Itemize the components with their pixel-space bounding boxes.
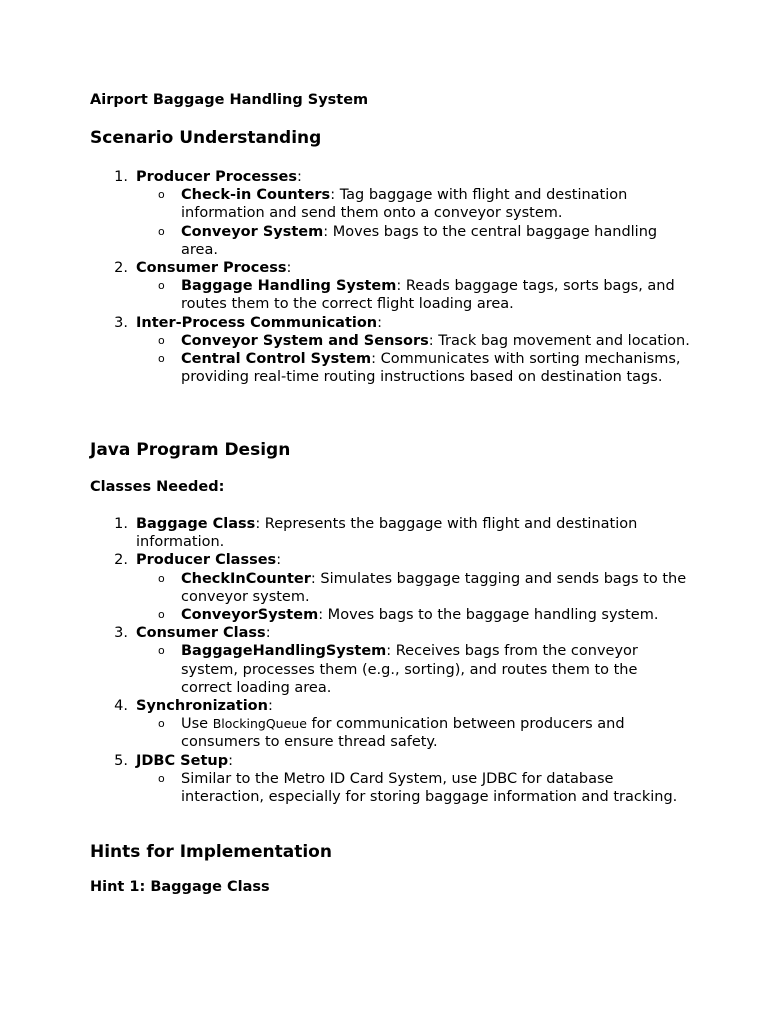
bullet-icon: o bbox=[158, 771, 165, 785]
item-label: JDBC Setup bbox=[136, 752, 229, 769]
item-label: Baggage Class bbox=[136, 516, 256, 532]
bullet-icon: o bbox=[158, 352, 165, 366]
sub-list-item: o CheckInCounter: Simulates baggage tagging and sends bags to the conveyor system. bbox=[158, 570, 687, 605]
bullet-icon: o bbox=[158, 224, 165, 238]
code-inline: BlockingQueue bbox=[212, 716, 307, 732]
sub-list-item: o Conveyor System: Moves bags to the central baggage handling area. bbox=[158, 223, 658, 258]
sub-item-label: Conveyor System and Sensors bbox=[181, 332, 429, 349]
bullet-icon: o bbox=[158, 644, 165, 658]
sub-list-item: o Baggage Handling System: Reads baggage tags, sorts bags, and routes them to the correct flight loading area. bbox=[158, 278, 675, 313]
hints-heading: Hints for Implementation bbox=[90, 842, 332, 862]
design-list bbox=[90, 515, 690, 806]
sub-item-label: Check-in Counters bbox=[181, 187, 331, 204]
design-heading: Java Program Design bbox=[90, 440, 291, 460]
list-item: 5. JDBC Setup: o Similar to the Metro ID Card System, use JDBC for database interaction, especially for storing baggage information and tracking. bbox=[90, 752, 690, 807]
item-label: Inter-Process Communication bbox=[136, 314, 378, 331]
sub-item-label: Central Control System bbox=[181, 351, 372, 368]
hint-1-heading: Hint 1: Baggage Class bbox=[90, 879, 270, 895]
list-item: 3. Inter-Process Communication: o Conveyor System and Sensors: Track bag movement and location. o Central Control System: Communicates with sorting mechanisms, providing real-time routing instructions based on destination tags. bbox=[114, 314, 690, 386]
bullet-icon: o bbox=[158, 717, 165, 731]
sub-item-label: ConveyorSystem bbox=[181, 607, 319, 624]
classes-heading: Classes Needed: bbox=[90, 479, 225, 495]
sub-list-item: o Check-in Counters: Tag baggage with flight and destination information and send them onto a conveyor system. bbox=[158, 187, 628, 222]
item-label: Synchronization bbox=[136, 698, 268, 715]
item-label: Consumer Class bbox=[136, 625, 266, 642]
sub-item-label: Baggage Handling System bbox=[181, 278, 397, 295]
sub-list-item: o Conveyor System and Sensors: Track bag movement and location. bbox=[158, 332, 690, 349]
bullet-icon: o bbox=[158, 188, 165, 202]
sub-item-label: BaggageHandlingSystem bbox=[181, 643, 387, 660]
sub-item-label: Conveyor System bbox=[181, 223, 324, 240]
document-title: Airport Baggage Handling System bbox=[90, 92, 369, 108]
scenario-heading: Scenario Understanding bbox=[90, 128, 322, 148]
sub-list-item: o ConveyorSystem: Moves bags to the baggage handling system. bbox=[158, 607, 659, 624]
item-label: Consumer Process bbox=[136, 260, 287, 277]
bullet-icon: o bbox=[158, 333, 165, 347]
sub-list-item: o Use BlockingQueue for communication between producers and consumers to ensure thread safety. bbox=[158, 716, 625, 751]
bullet-icon: o bbox=[158, 608, 165, 622]
list-item: 4. Synchronization: o Use BlockingQueue for communication between producers and consumers to ensure thread safety. bbox=[90, 697, 690, 752]
item-label: Producer Processes bbox=[136, 169, 297, 185]
bullet-icon: o bbox=[158, 279, 165, 293]
item-label: Producer Classes bbox=[136, 552, 277, 569]
bullet-icon: o bbox=[158, 571, 165, 585]
list-item: 2. Consumer Process: o Baggage Handling System: Reads baggage tags, sorts bags, and routes them to the correct flight loading area. bbox=[90, 259, 690, 314]
list-item: 1. Baggage Class: Represents the baggage with flight and destination information. bbox=[114, 516, 638, 551]
list-item: 2. Producer Classes: o CheckInCounter: Simulates baggage tagging and sends bags to the conveyor system. o ConveyorSystem: Moves bags to the baggage handling system. bbox=[90, 551, 690, 624]
sub-list-item: o Central Control System: Communicates with sorting mechanisms, providing real-time routing instructions based on destination tags. bbox=[158, 351, 681, 386]
sub-list-item: o Similar to the Metro ID Card System, use JDBC for database interaction, especially for storing baggage information and tracking. bbox=[158, 770, 678, 806]
list-item: 1. Producer Processes: o Check-in Counters: Tag baggage with flight and destination information and send them onto a conveyor system. o Conveyor System: Moves bags to the central baggage handling area. bbox=[90, 168, 690, 259]
sub-item-label: CheckInCounter bbox=[181, 570, 311, 587]
scenario-list bbox=[90, 168, 690, 386]
sub-list-item: o BaggageHandlingSystem: Receives bags from the conveyor system, processes them (e.g., sorting), and routes them to the correct loading area. bbox=[158, 643, 638, 696]
list-item: 3. Consumer Class: o BaggageHandlingSystem: Receives bags from the conveyor system, processes them (e.g., sorting), and routes them to the correct loading area. bbox=[90, 624, 690, 697]
